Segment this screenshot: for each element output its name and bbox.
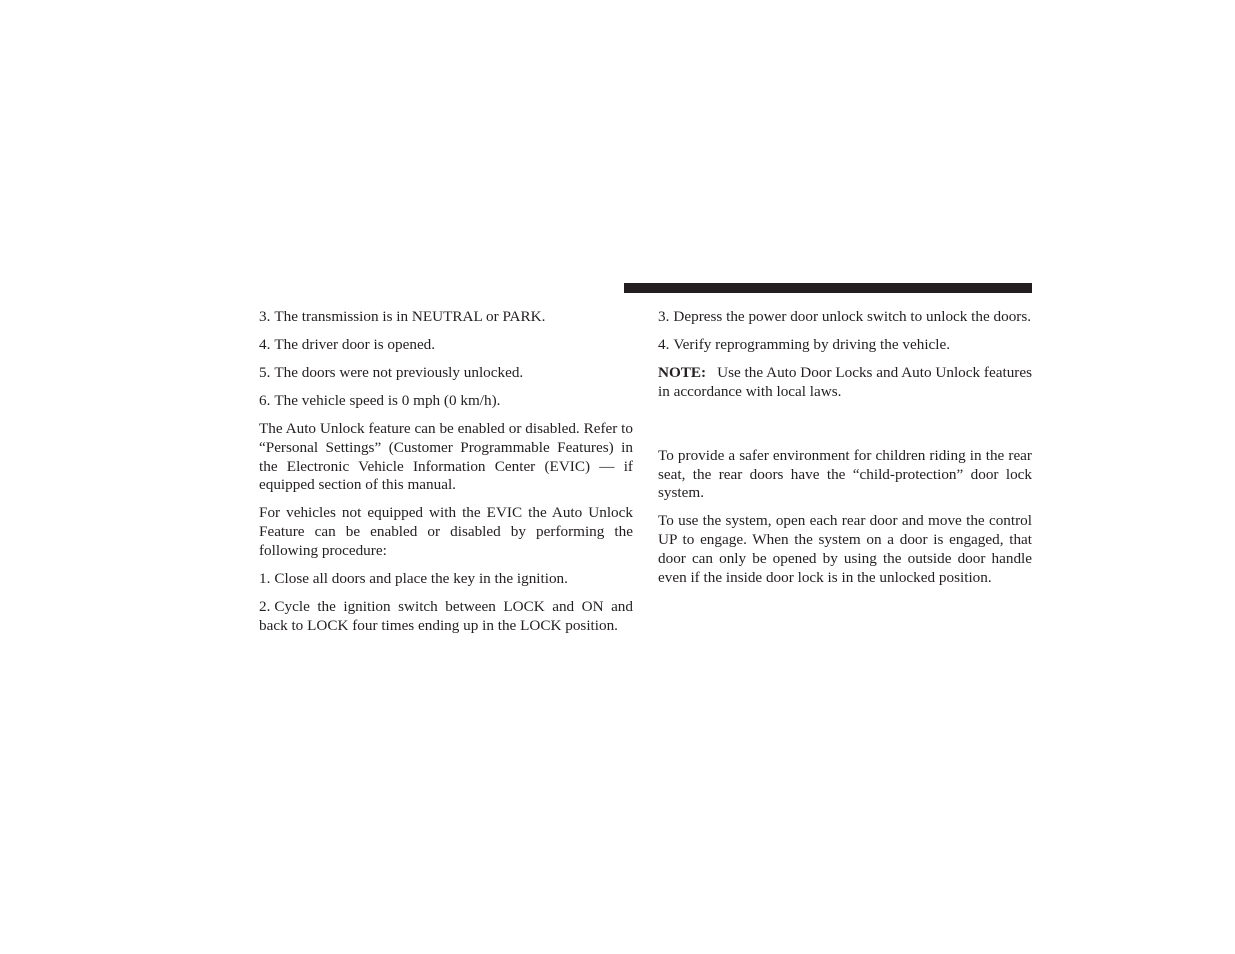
auto-unlock-paragraph: The Auto Unlock feature can be enabled or disabled. Refer to “Personal Settings” (Customer Programmable Features) in the Electronic Vehicle Information Center (EVIC) — if equipped section of this manual. bbox=[259, 419, 633, 494]
section-gap bbox=[658, 411, 1032, 447]
step-number: 2. bbox=[259, 597, 271, 615]
note bbox=[658, 364, 1032, 402]
procedure-step bbox=[259, 598, 633, 636]
list-item-number: 3. bbox=[259, 308, 271, 325]
step-text: Cycle the ignition switch between LOCK and ON and back to LOCK four times ending up in the LOCK position. bbox=[259, 597, 633, 634]
step-text: Verify reprogramming by driving the vehicle. bbox=[673, 335, 951, 353]
list-item bbox=[259, 308, 633, 327]
child-protection-paragraph: To provide a safer environment for children riding in the rear seat, the rear doors have the “child-protection” door lock system. bbox=[658, 446, 1032, 502]
step-text: Depress the power door unlock switch to unlock the doors. bbox=[673, 308, 1032, 325]
list-item-text: The driver door is opened. bbox=[274, 335, 436, 353]
step-text: Close all doors and place the key in the ignition. bbox=[274, 569, 568, 587]
list-item-text: The doors were not previously unlocked. bbox=[274, 363, 524, 381]
right-column bbox=[658, 308, 1032, 597]
procedure-step bbox=[658, 308, 1032, 327]
list-item-text: The transmission is in NEUTRAL or PARK. bbox=[274, 308, 546, 325]
list-item bbox=[259, 364, 633, 383]
note-label: NOTE: bbox=[658, 363, 707, 381]
child-lock-usage-paragraph: To use the system, open each rear door and move the control UP to engage. When the system on a door is engaged, that door can only be opened by using the outside door handle even if the inside door lock is in the unlocked position. bbox=[658, 512, 1032, 586]
list-item-number: 6. bbox=[259, 391, 271, 409]
evic-procedure-paragraph: For vehicles not equipped with the EVIC the Auto Unlock Feature can be enabled or disabled by performing the following procedure: bbox=[259, 504, 633, 559]
procedure-step bbox=[259, 570, 633, 589]
list-item-text: The vehicle speed is 0 mph (0 km/h). bbox=[274, 391, 501, 409]
section-heading-bar bbox=[624, 283, 1032, 293]
left-column bbox=[259, 308, 633, 645]
step-number: 4. bbox=[658, 335, 670, 353]
step-number: 3. bbox=[658, 308, 670, 325]
note-text: Use the Auto Door Locks and Auto Unlock features in accordance with local laws. bbox=[658, 363, 1032, 400]
list-item-number: 5. bbox=[259, 363, 271, 381]
list-item bbox=[259, 392, 633, 411]
list-item-number: 4. bbox=[259, 335, 271, 353]
list-item bbox=[259, 336, 633, 355]
step-number: 1. bbox=[259, 569, 271, 587]
procedure-step bbox=[658, 336, 1032, 355]
